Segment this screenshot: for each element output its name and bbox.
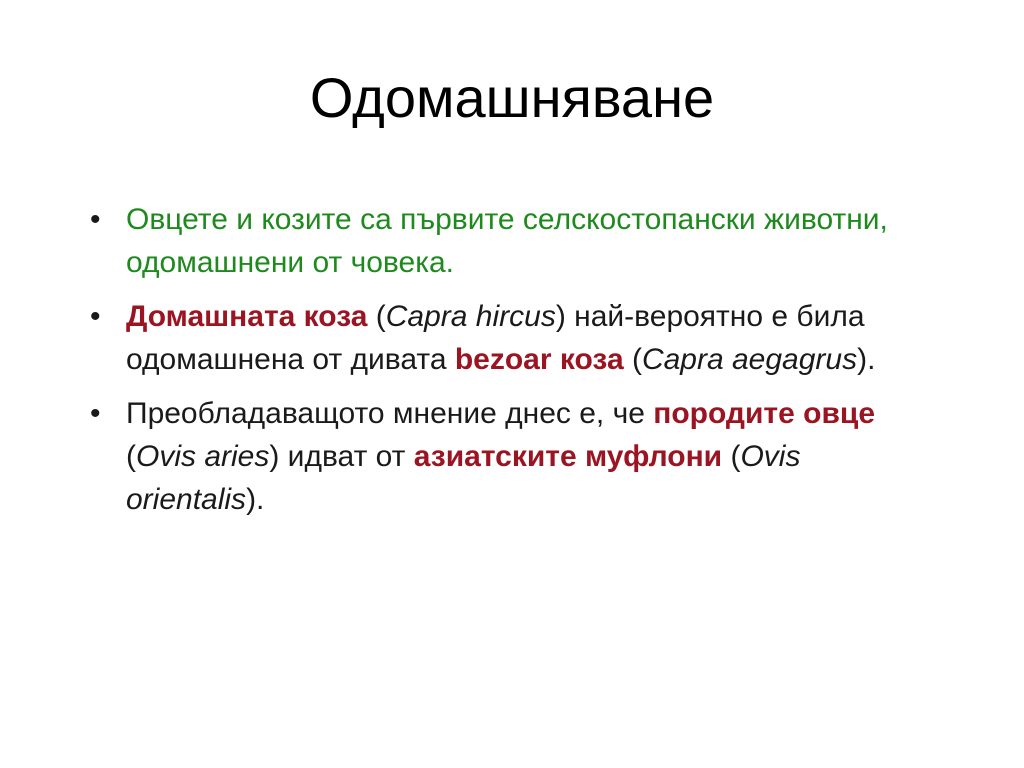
latin-capra-aegagrus: Capra aegagrus: [641, 343, 858, 376]
bullet-2-middle-text: ) най-вероятно е била одомашнена от дивата: [126, 300, 865, 376]
paren-close: ).: [246, 483, 265, 516]
latin-ovis-orientalis: Ovis orientalis: [126, 440, 801, 516]
term-domestic-goat: Домашната коза: [126, 300, 368, 333]
bullet-dot-icon: •: [90, 203, 101, 236]
paren-open: (: [722, 440, 741, 473]
paren-close: ).: [857, 343, 876, 376]
term-bezoar-goat: bezoar коза: [454, 343, 624, 376]
bullet-item-2: [90, 295, 930, 381]
paren-open: (: [367, 300, 386, 333]
paren-open: (: [126, 440, 136, 473]
bullet-3-lead-text: Преобладаващото мнение днес е, че: [126, 397, 654, 430]
bullet-item-1: [90, 198, 930, 284]
bullet-list: [90, 198, 930, 532]
term-sheep-breeds: породите овце: [653, 397, 876, 430]
bullet-dot-icon: •: [90, 397, 101, 430]
paren-open: (: [623, 343, 642, 376]
bullet-1-text: Овцете и козите са първите селскостопански животни, одомашнени от човека.: [126, 203, 888, 279]
bullet-item-3: [90, 392, 930, 521]
slide-title: Одомашняване: [309, 66, 715, 129]
bullet-3-middle-text: ) идват от: [269, 440, 414, 473]
term-asian-mouflons: азиатските муфлони: [413, 440, 723, 473]
latin-capra-hircus: Capra hircus: [385, 300, 556, 333]
latin-ovis-aries: Ovis aries: [136, 440, 270, 473]
bullet-dot-icon: •: [90, 300, 101, 333]
